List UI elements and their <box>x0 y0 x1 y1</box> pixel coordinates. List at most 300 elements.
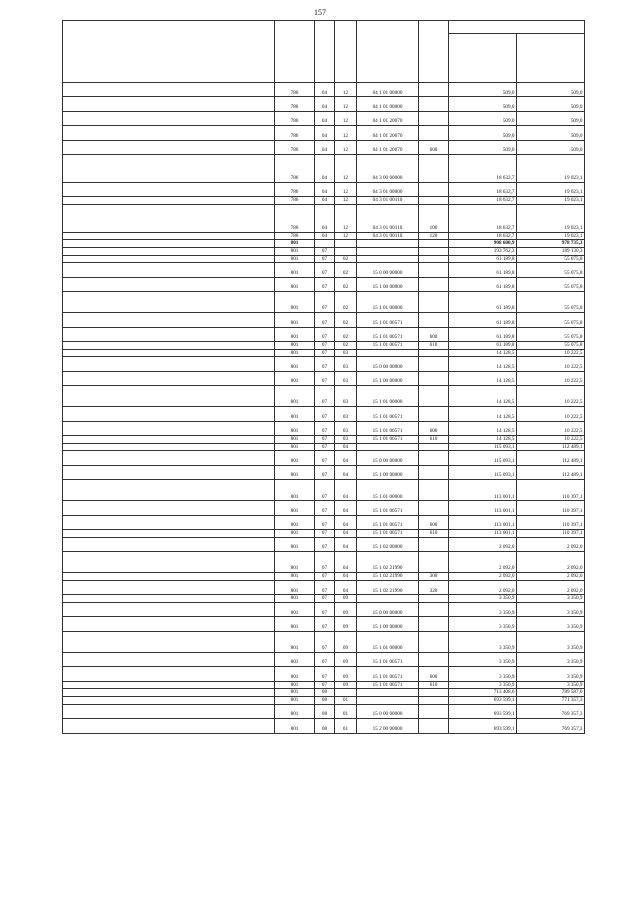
sum-2021: 693 599,1 <box>449 719 517 733</box>
row-name <box>63 263 275 277</box>
table-row <box>63 617 585 631</box>
header-razdel <box>315 21 335 83</box>
podrazdel-code: 04 <box>335 573 357 581</box>
row-name <box>63 617 275 631</box>
vedomstvo-code: 801 <box>275 327 315 341</box>
row-name <box>63 313 275 327</box>
sum-2021: 193 762,3 <box>449 248 517 256</box>
vedomstvo-code: 801 <box>275 681 315 689</box>
podrazdel-code: 03 <box>335 407 357 421</box>
razdel-code: 07 <box>315 349 335 357</box>
row-name <box>63 552 275 573</box>
row-name <box>63 197 275 205</box>
sum-2021: 693 599,1 <box>449 697 517 705</box>
row-name <box>63 386 275 407</box>
exp-type-code <box>419 313 449 327</box>
sum-2022: 3 350,9 <box>517 603 585 617</box>
sum-2021: 3 350,9 <box>449 617 517 631</box>
podrazdel-code: 09 <box>335 631 357 652</box>
table-row <box>63 371 585 385</box>
table-row <box>63 530 585 538</box>
sum-2022: 110 397,1 <box>517 501 585 515</box>
vedomstvo-code: 801 <box>275 697 315 705</box>
exp-type-code: 600 <box>419 421 449 435</box>
vedomstvo-code: 801 <box>275 451 315 465</box>
sum-2021: 14 128,5 <box>449 357 517 371</box>
podrazdel-code: 12 <box>335 126 357 140</box>
table-row <box>63 443 585 451</box>
row-name <box>63 573 275 581</box>
target-code: 15 0 00 00000 <box>357 451 419 465</box>
exp-type-code <box>419 197 449 205</box>
exp-type-code <box>419 501 449 515</box>
sum-2022: 3 350,9 <box>517 595 585 603</box>
sum-2022: 55 075,8 <box>517 327 585 341</box>
sum-2022: 110 397,1 <box>517 530 585 538</box>
podrazdel-code: 12 <box>335 140 357 154</box>
sum-2022: 509,0 <box>517 83 585 97</box>
vedomstvo-code: 786 <box>275 97 315 111</box>
podrazdel-code: 04 <box>335 451 357 465</box>
row-name <box>63 140 275 154</box>
target-code: 15 1 02 00000 <box>357 537 419 551</box>
table-row <box>63 126 585 140</box>
podrazdel-code: 03 <box>335 371 357 385</box>
row-name <box>63 248 275 256</box>
podrazdel-code: 02 <box>335 313 357 327</box>
row-name <box>63 436 275 444</box>
target-code <box>357 255 419 263</box>
sum-2022: 3 350,9 <box>517 681 585 689</box>
row-name <box>63 719 275 733</box>
row-name <box>63 595 275 603</box>
sum-2022: 112 489,1 <box>517 465 585 479</box>
target-code: 04 3 01 00110 <box>357 232 419 240</box>
vedomstvo-code: 801 <box>275 349 315 357</box>
vedomstvo-code: 801 <box>275 342 315 350</box>
table-row <box>63 407 585 421</box>
target-code: 15 1 02 21990 <box>357 580 419 594</box>
target-code: 15 1 01 00571 <box>357 327 419 341</box>
sum-2021: 713 408,6 <box>449 689 517 697</box>
exp-type-code <box>419 480 449 501</box>
vedomstvo-code: 786 <box>275 126 315 140</box>
header-target <box>357 21 419 83</box>
razdel-code: 07 <box>315 277 335 291</box>
podrazdel-code: 03 <box>335 349 357 357</box>
razdel-code: 08 <box>315 697 335 705</box>
sum-2021: 14 128,5 <box>449 407 517 421</box>
table-row <box>63 580 585 594</box>
table-row <box>63 719 585 733</box>
target-code: 15 1 01 00571 <box>357 681 419 689</box>
razdel-code: 07 <box>315 480 335 501</box>
razdel-code: 04 <box>315 182 335 196</box>
razdel-code: 07 <box>315 465 335 479</box>
sum-2021: 61 189,8 <box>449 313 517 327</box>
header-sum <box>449 21 585 34</box>
vedomstvo-code: 786 <box>275 154 315 182</box>
sum-2021: 18 632,7 <box>449 154 517 182</box>
podrazdel-code: 12 <box>335 83 357 97</box>
row-name <box>63 501 275 515</box>
table-row <box>63 255 585 263</box>
row-name <box>63 537 275 551</box>
exp-type-code: 600 <box>419 140 449 154</box>
podrazdel-code: 12 <box>335 204 357 232</box>
target-code <box>357 240 419 248</box>
razdel-code: 04 <box>315 154 335 182</box>
razdel-code: 07 <box>315 667 335 681</box>
target-code: 04 3 01 00110 <box>357 204 419 232</box>
exp-type-code <box>419 349 449 357</box>
sum-2021: 509,0 <box>449 126 517 140</box>
razdel-code: 07 <box>315 342 335 350</box>
sum-2021: 115 093,1 <box>449 465 517 479</box>
sum-2021: 2 092,0 <box>449 580 517 594</box>
row-name <box>63 697 275 705</box>
row-name <box>63 182 275 196</box>
exp-type-code <box>419 443 449 451</box>
sum-2021: 3 350,9 <box>449 652 517 666</box>
target-code: 15 1 02 21990 <box>357 573 419 581</box>
razdel-code: 08 <box>315 719 335 733</box>
sum-2021: 115 093,1 <box>449 451 517 465</box>
target-code: 04 1 01 20070 <box>357 140 419 154</box>
razdel-code: 04 <box>315 204 335 232</box>
vedomstvo-code: 801 <box>275 667 315 681</box>
target-code: 15 0 00 00000 <box>357 704 419 718</box>
podrazdel-code: 12 <box>335 197 357 205</box>
podrazdel-code: 09 <box>335 617 357 631</box>
sum-2022: 10 222,5 <box>517 436 585 444</box>
table-row <box>63 603 585 617</box>
podrazdel-code: 04 <box>335 465 357 479</box>
table-row <box>63 689 585 697</box>
sum-2022: 19 023,1 <box>517 154 585 182</box>
target-code <box>357 349 419 357</box>
row-name <box>63 292 275 313</box>
sum-2022: 509,0 <box>517 97 585 111</box>
target-code: 15 1 00 00000 <box>357 371 419 385</box>
podrazdel-code: 02 <box>335 342 357 350</box>
target-code: 04 3 01 00000 <box>357 182 419 196</box>
table-row <box>63 552 585 573</box>
razdel-code: 07 <box>315 255 335 263</box>
sum-2022: 189 130,3 <box>517 248 585 256</box>
podrazdel-code: 03 <box>335 436 357 444</box>
razdel-code: 07 <box>315 292 335 313</box>
sum-2021: 14 128,5 <box>449 386 517 407</box>
podrazdel-code: 12 <box>335 154 357 182</box>
table-row <box>63 327 585 341</box>
razdel-code: 07 <box>315 530 335 538</box>
target-code: 15 1 01 00000 <box>357 386 419 407</box>
sum-2021: 509,0 <box>449 97 517 111</box>
table-row <box>63 386 585 407</box>
table-row <box>63 97 585 111</box>
vedomstvo-code: 801 <box>275 595 315 603</box>
header-2022 <box>517 34 585 83</box>
sum-2022: 10 222,5 <box>517 421 585 435</box>
razdel-code: 08 <box>315 704 335 718</box>
sum-2022: 55 075,8 <box>517 255 585 263</box>
razdel-code: 07 <box>315 421 335 435</box>
table-row <box>63 263 585 277</box>
exp-type-code: 610 <box>419 342 449 350</box>
target-code: 15 0 00 00000 <box>357 357 419 371</box>
vedomstvo-code: 801 <box>275 689 315 697</box>
razdel-code: 07 <box>315 580 335 594</box>
row-name <box>63 204 275 232</box>
exp-type-code <box>419 617 449 631</box>
vedomstvo-code: 801 <box>275 537 315 551</box>
razdel-code: 07 <box>315 501 335 515</box>
table-row <box>63 667 585 681</box>
podrazdel-code: 03 <box>335 386 357 407</box>
target-code: 04 1 01 20070 <box>357 126 419 140</box>
exp-type-code <box>419 595 449 603</box>
table-row <box>63 465 585 479</box>
exp-type-code: 120 <box>419 232 449 240</box>
sum-2021: 3 350,9 <box>449 603 517 617</box>
table-row <box>63 652 585 666</box>
razdel-code: 08 <box>315 689 335 697</box>
target-code: 15 0 00 00000 <box>357 603 419 617</box>
podrazdel-code: 12 <box>335 232 357 240</box>
header-exp-type <box>419 21 449 83</box>
row-name <box>63 652 275 666</box>
sum-2022: 978 735,3 <box>517 240 585 248</box>
target-code: 15 1 01 00571 <box>357 530 419 538</box>
podrazdel-code: 02 <box>335 292 357 313</box>
page-number: 157 <box>314 8 326 17</box>
podrazdel-code: 01 <box>335 704 357 718</box>
vedomstvo-code: 801 <box>275 240 315 248</box>
sum-2022: 2 092,0 <box>517 552 585 573</box>
row-name <box>63 421 275 435</box>
header-2021 <box>449 34 517 83</box>
exp-type-code <box>419 240 449 248</box>
target-code: 15 1 01 00571 <box>357 667 419 681</box>
table-row <box>63 154 585 182</box>
exp-type-code: 320 <box>419 580 449 594</box>
row-name <box>63 443 275 451</box>
razdel-code: 07 <box>315 552 335 573</box>
target-code: 04 1 01 20070 <box>357 111 419 125</box>
sum-2022: 3 350,9 <box>517 652 585 666</box>
row-name <box>63 465 275 479</box>
vedomstvo-code: 801 <box>275 371 315 385</box>
exp-type-code <box>419 631 449 652</box>
exp-type-code <box>419 451 449 465</box>
exp-type-code <box>419 407 449 421</box>
sum-2022: 3 350,9 <box>517 617 585 631</box>
target-code: 15 1 01 00571 <box>357 313 419 327</box>
exp-type-code <box>419 126 449 140</box>
sum-2021: 2 092,0 <box>449 537 517 551</box>
razdel-code: 04 <box>315 197 335 205</box>
vedomstvo-code: 786 <box>275 182 315 196</box>
vedomstvo-code: 801 <box>275 515 315 529</box>
table-row <box>63 197 585 205</box>
target-code: 04 3 01 00110 <box>357 197 419 205</box>
vedomstvo-code: 801 <box>275 292 315 313</box>
sum-2021: 14 128,5 <box>449 421 517 435</box>
target-code: 04 1 01 00000 <box>357 97 419 111</box>
exp-type-code <box>419 537 449 551</box>
target-code: 15 1 01 00571 <box>357 501 419 515</box>
razdel-code: 07 <box>315 386 335 407</box>
row-name <box>63 480 275 501</box>
sum-2021: 18 632,7 <box>449 232 517 240</box>
vedomstvo-code: 801 <box>275 277 315 291</box>
exp-type-code <box>419 248 449 256</box>
sum-2021: 14 128,5 <box>449 436 517 444</box>
sum-2021: 113 001,1 <box>449 501 517 515</box>
table-row <box>63 349 585 357</box>
sum-2022: 2 092,0 <box>517 573 585 581</box>
vedomstvo-code: 801 <box>275 719 315 733</box>
exp-type-code <box>419 697 449 705</box>
exp-type-code <box>419 357 449 371</box>
row-name <box>63 342 275 350</box>
target-code <box>357 697 419 705</box>
row-name <box>63 603 275 617</box>
sum-2022: 2 092,0 <box>517 580 585 594</box>
table-row <box>63 595 585 603</box>
exp-type-code: 600 <box>419 667 449 681</box>
podrazdel-code: 02 <box>335 255 357 263</box>
row-name <box>63 97 275 111</box>
sum-2022: 112 489,1 <box>517 443 585 451</box>
sum-2022: 2 092,0 <box>517 537 585 551</box>
podrazdel-code: 04 <box>335 537 357 551</box>
table-row <box>63 501 585 515</box>
row-name <box>63 451 275 465</box>
podrazdel-code: 03 <box>335 357 357 371</box>
razdel-code <box>315 240 335 248</box>
vedomstvo-code: 786 <box>275 140 315 154</box>
sum-2022: 55 075,8 <box>517 292 585 313</box>
razdel-code: 07 <box>315 631 335 652</box>
sum-2022: 10 222,5 <box>517 357 585 371</box>
podrazdel-code: 03 <box>335 421 357 435</box>
exp-type-code <box>419 83 449 97</box>
row-name <box>63 704 275 718</box>
sum-2021: 61 189,8 <box>449 327 517 341</box>
exp-type-code <box>419 97 449 111</box>
podrazdel-code <box>335 689 357 697</box>
exp-type-code <box>419 465 449 479</box>
vedomstvo-code: 786 <box>275 83 315 97</box>
budget-table <box>62 20 585 734</box>
row-name <box>63 689 275 697</box>
target-code: 15 1 01 00000 <box>357 480 419 501</box>
vedomstvo-code: 801 <box>275 501 315 515</box>
row-name <box>63 349 275 357</box>
vedomstvo-code: 801 <box>275 255 315 263</box>
table-row <box>63 697 585 705</box>
target-code: 15 1 01 00571 <box>357 421 419 435</box>
vedomstvo-code: 801 <box>275 386 315 407</box>
sum-2022: 55 075,8 <box>517 313 585 327</box>
table-row <box>63 204 585 232</box>
exp-type-code <box>419 111 449 125</box>
table-row <box>63 292 585 313</box>
table-row <box>63 357 585 371</box>
target-code <box>357 443 419 451</box>
exp-type-code <box>419 689 449 697</box>
target-code <box>357 689 419 697</box>
table-body <box>63 83 585 734</box>
vedomstvo-code: 801 <box>275 573 315 581</box>
sum-2021: 18 632,7 <box>449 182 517 196</box>
table-row <box>63 436 585 444</box>
row-name <box>63 631 275 652</box>
target-code: 15 1 01 00571 <box>357 436 419 444</box>
table-row <box>63 573 585 581</box>
table-row <box>63 681 585 689</box>
podrazdel-code: 01 <box>335 719 357 733</box>
podrazdel-code: 02 <box>335 277 357 291</box>
sum-2021: 509,0 <box>449 111 517 125</box>
target-code: 15 1 00 00000 <box>357 617 419 631</box>
sum-2021: 14 128,5 <box>449 371 517 385</box>
table-row <box>63 631 585 652</box>
exp-type-code <box>419 386 449 407</box>
table-row <box>63 704 585 718</box>
target-code: 15 1 01 00000 <box>357 292 419 313</box>
sum-2022: 19 023,1 <box>517 204 585 232</box>
podrazdel-code: 02 <box>335 327 357 341</box>
table-row <box>63 240 585 248</box>
target-code: 15 1 00 00000 <box>357 277 419 291</box>
razdel-code: 04 <box>315 97 335 111</box>
row-name <box>63 407 275 421</box>
podrazdel-code: 04 <box>335 580 357 594</box>
sum-2021: 61 189,8 <box>449 277 517 291</box>
razdel-code: 04 <box>315 232 335 240</box>
row-name <box>63 232 275 240</box>
razdel-code: 07 <box>315 263 335 277</box>
header-podrazdel <box>335 21 357 83</box>
sum-2022: 771 357,3 <box>517 697 585 705</box>
exp-type-code <box>419 277 449 291</box>
row-name <box>63 580 275 594</box>
podrazdel-code: 04 <box>335 480 357 501</box>
vedomstvo-code: 801 <box>275 357 315 371</box>
razdel-code: 07 <box>315 407 335 421</box>
exp-type-code <box>419 719 449 733</box>
sum-2021: 18 632,7 <box>449 204 517 232</box>
exp-type-code <box>419 292 449 313</box>
vedomstvo-code: 801 <box>275 436 315 444</box>
exp-type-code <box>419 552 449 573</box>
row-name <box>63 154 275 182</box>
sum-2022: 769 357,3 <box>517 704 585 718</box>
podrazdel-code: 09 <box>335 681 357 689</box>
podrazdel-code <box>335 248 357 256</box>
table-row <box>63 140 585 154</box>
target-code: 04 1 01 00000 <box>357 83 419 97</box>
razdel-code: 04 <box>315 83 335 97</box>
razdel-code: 07 <box>315 357 335 371</box>
row-name <box>63 667 275 681</box>
sum-2022: 10 222,5 <box>517 371 585 385</box>
razdel-code: 07 <box>315 451 335 465</box>
sum-2021: 113 001,1 <box>449 480 517 501</box>
